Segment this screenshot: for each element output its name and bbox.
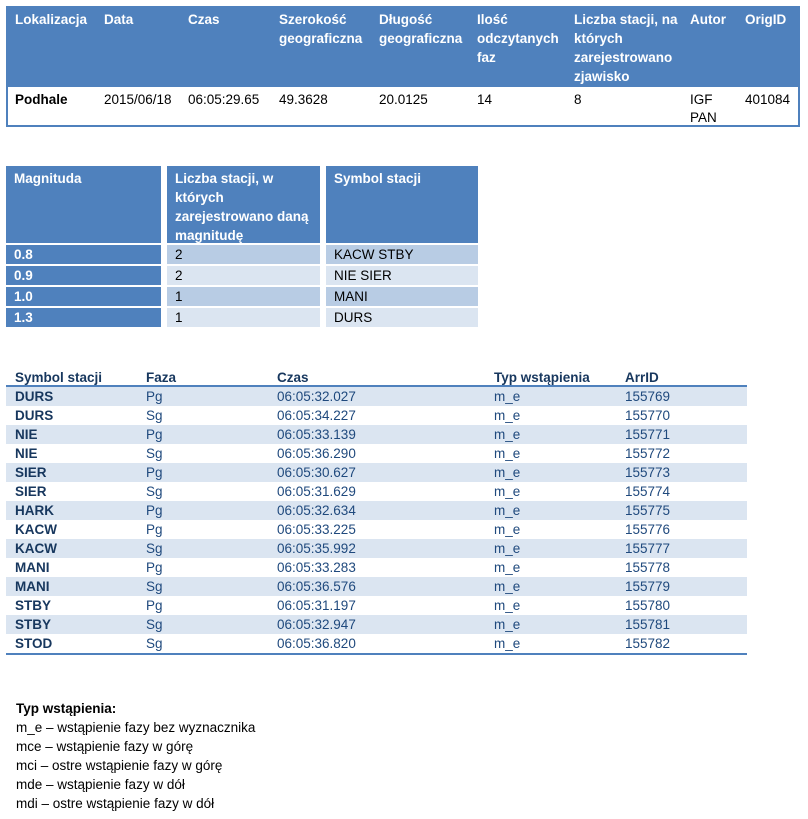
cell-station-symbol: KACW <box>15 522 57 537</box>
cell-station-count: 8 <box>574 92 582 107</box>
table-row <box>6 406 747 425</box>
cell-count: 2 <box>167 245 320 264</box>
cell-czas: 06:05:30.627 <box>277 465 356 480</box>
cell-czas: 06:05:35.992 <box>277 541 356 556</box>
cell-data: 2015/06/18 <box>104 92 172 107</box>
legend-item: mde – wstąpienie fazy w dół <box>16 777 185 792</box>
cell-czas: 06:05:36.576 <box>277 579 356 594</box>
cell-station-symbol: SIER <box>15 465 47 480</box>
cell-magnitude: 1.0 <box>6 287 161 306</box>
header-station-symbol: Symbol stacji <box>15 370 103 385</box>
cell-czas: 06:05:36.820 <box>277 636 356 651</box>
cell-count: 2 <box>167 266 320 285</box>
cell-faza: Pg <box>146 503 163 518</box>
cell-arrid: 155769 <box>625 389 671 404</box>
header-longitude: Długość geograficzna <box>379 12 463 46</box>
magnitude-table <box>6 166 478 327</box>
cell-typ-wstapienia: m_e <box>494 579 521 594</box>
cell-typ-wstapienia: m_e <box>494 541 521 556</box>
cell-station-symbol: NIE <box>15 427 38 442</box>
cell-typ-wstapienia: m_e <box>494 598 521 613</box>
cell-magnitude: 1.3 <box>6 308 161 327</box>
cell-typ-wstapienia: m_e <box>494 427 521 442</box>
cell-autor: IGF PAN <box>690 92 717 125</box>
cell-symbols: MANI <box>326 287 478 306</box>
table-row <box>6 615 747 634</box>
legend <box>16 699 255 813</box>
header-origid: OrigID <box>745 12 787 27</box>
cell-magnitude: 0.8 <box>6 245 161 264</box>
cell-typ-wstapienia: m_e <box>494 484 521 499</box>
table-row <box>6 287 478 306</box>
table-row <box>6 463 747 482</box>
header-arrid: ArrID <box>625 370 659 385</box>
cell-arrid: 155782 <box>625 636 671 651</box>
legend-item: mdi – ostre wstąpienie fazy w dół <box>16 796 215 811</box>
magnitude-table-header <box>6 166 478 243</box>
legend-title: Typ wstąpienia: <box>16 701 117 716</box>
cell-faza: Sg <box>146 484 163 499</box>
table-row <box>6 444 747 463</box>
header-magnituda: Magnituda <box>6 166 161 243</box>
cell-typ-wstapienia: m_e <box>494 408 521 423</box>
cell-typ-wstapienia: m_e <box>494 617 521 632</box>
header-faza: Faza <box>146 370 177 385</box>
table-row <box>6 482 747 501</box>
cell-faza: Pg <box>146 389 163 404</box>
cell-faza: Pg <box>146 598 163 613</box>
cell-czas: 06:05:32.947 <box>277 617 356 632</box>
cell-czas: 06:05:31.629 <box>277 484 356 499</box>
cell-count: 1 <box>167 308 320 327</box>
header-czas: Czas <box>277 370 309 385</box>
cell-magnitude: 0.9 <box>6 266 161 285</box>
cell-czas: 06:05:31.197 <box>277 598 356 613</box>
cell-arrid: 155773 <box>625 465 671 480</box>
cell-symbols: NIE SIER <box>326 266 478 285</box>
cell-faza: Pg <box>146 465 163 480</box>
table-bottom-rule <box>6 653 747 655</box>
cell-station-symbol: SIER <box>15 484 47 499</box>
cell-station-symbol: HARK <box>15 503 54 518</box>
legend-item: mci – ostre wstąpienie fazy w górę <box>16 758 223 773</box>
cell-faza: Sg <box>146 541 163 556</box>
cell-czas: 06:05:34.227 <box>277 408 356 423</box>
legend-item: mce – wstąpienie fazy w górę <box>16 739 194 754</box>
cell-typ-wstapienia: m_e <box>494 636 521 651</box>
legend-item: m_e – wstąpienie fazy bez wyznacznika <box>16 720 256 735</box>
cell-arrid: 155771 <box>625 427 671 442</box>
cell-station-symbol: DURS <box>15 408 54 423</box>
header-station-symbol: Symbol stacji <box>326 166 478 243</box>
phase-table <box>6 368 747 655</box>
cell-arrid: 155776 <box>625 522 671 537</box>
cell-faza: Pg <box>146 522 163 537</box>
cell-station-symbol: STBY <box>15 617 52 632</box>
cell-typ-wstapienia: m_e <box>494 503 521 518</box>
cell-station-symbol: MANI <box>15 579 50 594</box>
cell-faza: Sg <box>146 446 163 461</box>
cell-arrid: 155770 <box>625 408 671 423</box>
cell-faza: Sg <box>146 617 163 632</box>
cell-czas: 06:05:32.027 <box>277 389 356 404</box>
cell-longitude: 20.0125 <box>379 92 428 107</box>
header-czas: Czas <box>188 12 220 27</box>
table-row <box>6 558 747 577</box>
table-row <box>8 87 798 125</box>
cell-typ-wstapienia: m_e <box>494 560 521 575</box>
cell-czas: 06:05:32.634 <box>277 503 356 518</box>
cell-station-symbol: NIE <box>15 446 38 461</box>
cell-arrid: 155772 <box>625 446 671 461</box>
header-station-count: Liczba stacji, na których zarejestrowano zjawisko <box>574 12 678 84</box>
cell-czas: 06:05:33.225 <box>277 522 356 537</box>
table-row <box>6 539 747 558</box>
cell-typ-wstapienia: m_e <box>494 522 521 537</box>
table-row <box>6 520 747 539</box>
table-row <box>6 245 478 264</box>
cell-count: 1 <box>167 287 320 306</box>
cell-czas: 06:05:33.283 <box>277 560 356 575</box>
table-row <box>6 501 747 520</box>
cell-station-symbol: STBY <box>15 598 52 613</box>
cell-typ-wstapienia: m_e <box>494 389 521 404</box>
cell-station-symbol: MANI <box>15 560 50 575</box>
cell-czas: 06:05:33.139 <box>277 427 356 442</box>
cell-czas: 06:05:36.290 <box>277 446 356 461</box>
cell-latitude: 49.3628 <box>279 92 328 107</box>
cell-arrid: 155781 <box>625 617 671 632</box>
table-row <box>6 266 478 285</box>
cell-faza: Sg <box>146 579 163 594</box>
cell-symbols: KACW STBY <box>326 245 478 264</box>
cell-phase-count: 14 <box>477 92 493 107</box>
table-row <box>6 577 747 596</box>
cell-symbols: DURS <box>326 308 478 327</box>
location-table <box>6 6 800 127</box>
table-row <box>6 596 747 615</box>
table-row <box>6 425 747 444</box>
header-latitude: Szerokość geograficzna <box>279 12 363 46</box>
table-row <box>6 387 747 406</box>
cell-faza: Sg <box>146 636 163 651</box>
cell-arrid: 155779 <box>625 579 671 594</box>
header-autor: Autor <box>690 12 726 27</box>
header-data: Data <box>104 12 134 27</box>
header-typ-wstapienia: Typ wstąpienia <box>494 370 590 385</box>
header-lokalizacja: Lokalizacja <box>15 12 88 27</box>
cell-arrid: 155778 <box>625 560 671 575</box>
cell-faza: Sg <box>146 408 163 423</box>
cell-czas: 06:05:29.65 <box>188 92 260 107</box>
cell-origid: 401084 <box>745 92 791 107</box>
cell-faza: Pg <box>146 427 163 442</box>
location-table-header <box>8 6 798 87</box>
cell-lokalizacja: Podhale <box>15 92 68 107</box>
cell-station-symbol: KACW <box>15 541 57 556</box>
cell-arrid: 155780 <box>625 598 671 613</box>
table-row <box>6 634 747 653</box>
cell-arrid: 155774 <box>625 484 671 499</box>
cell-typ-wstapienia: m_e <box>494 465 521 480</box>
header-phase-count: Ilość odczytanych faz <box>477 12 559 65</box>
header-station-count: Liczba stacji, w których zarejestrowano daną magnitudę <box>167 166 320 243</box>
cell-station-symbol: DURS <box>15 389 54 404</box>
table-row <box>6 308 478 327</box>
cell-arrid: 155775 <box>625 503 671 518</box>
cell-station-symbol: STOD <box>15 636 53 651</box>
cell-arrid: 155777 <box>625 541 671 556</box>
phase-table-header <box>6 368 747 387</box>
cell-faza: Pg <box>146 560 163 575</box>
phase-table-body <box>6 387 747 653</box>
cell-typ-wstapienia: m_e <box>494 446 521 461</box>
